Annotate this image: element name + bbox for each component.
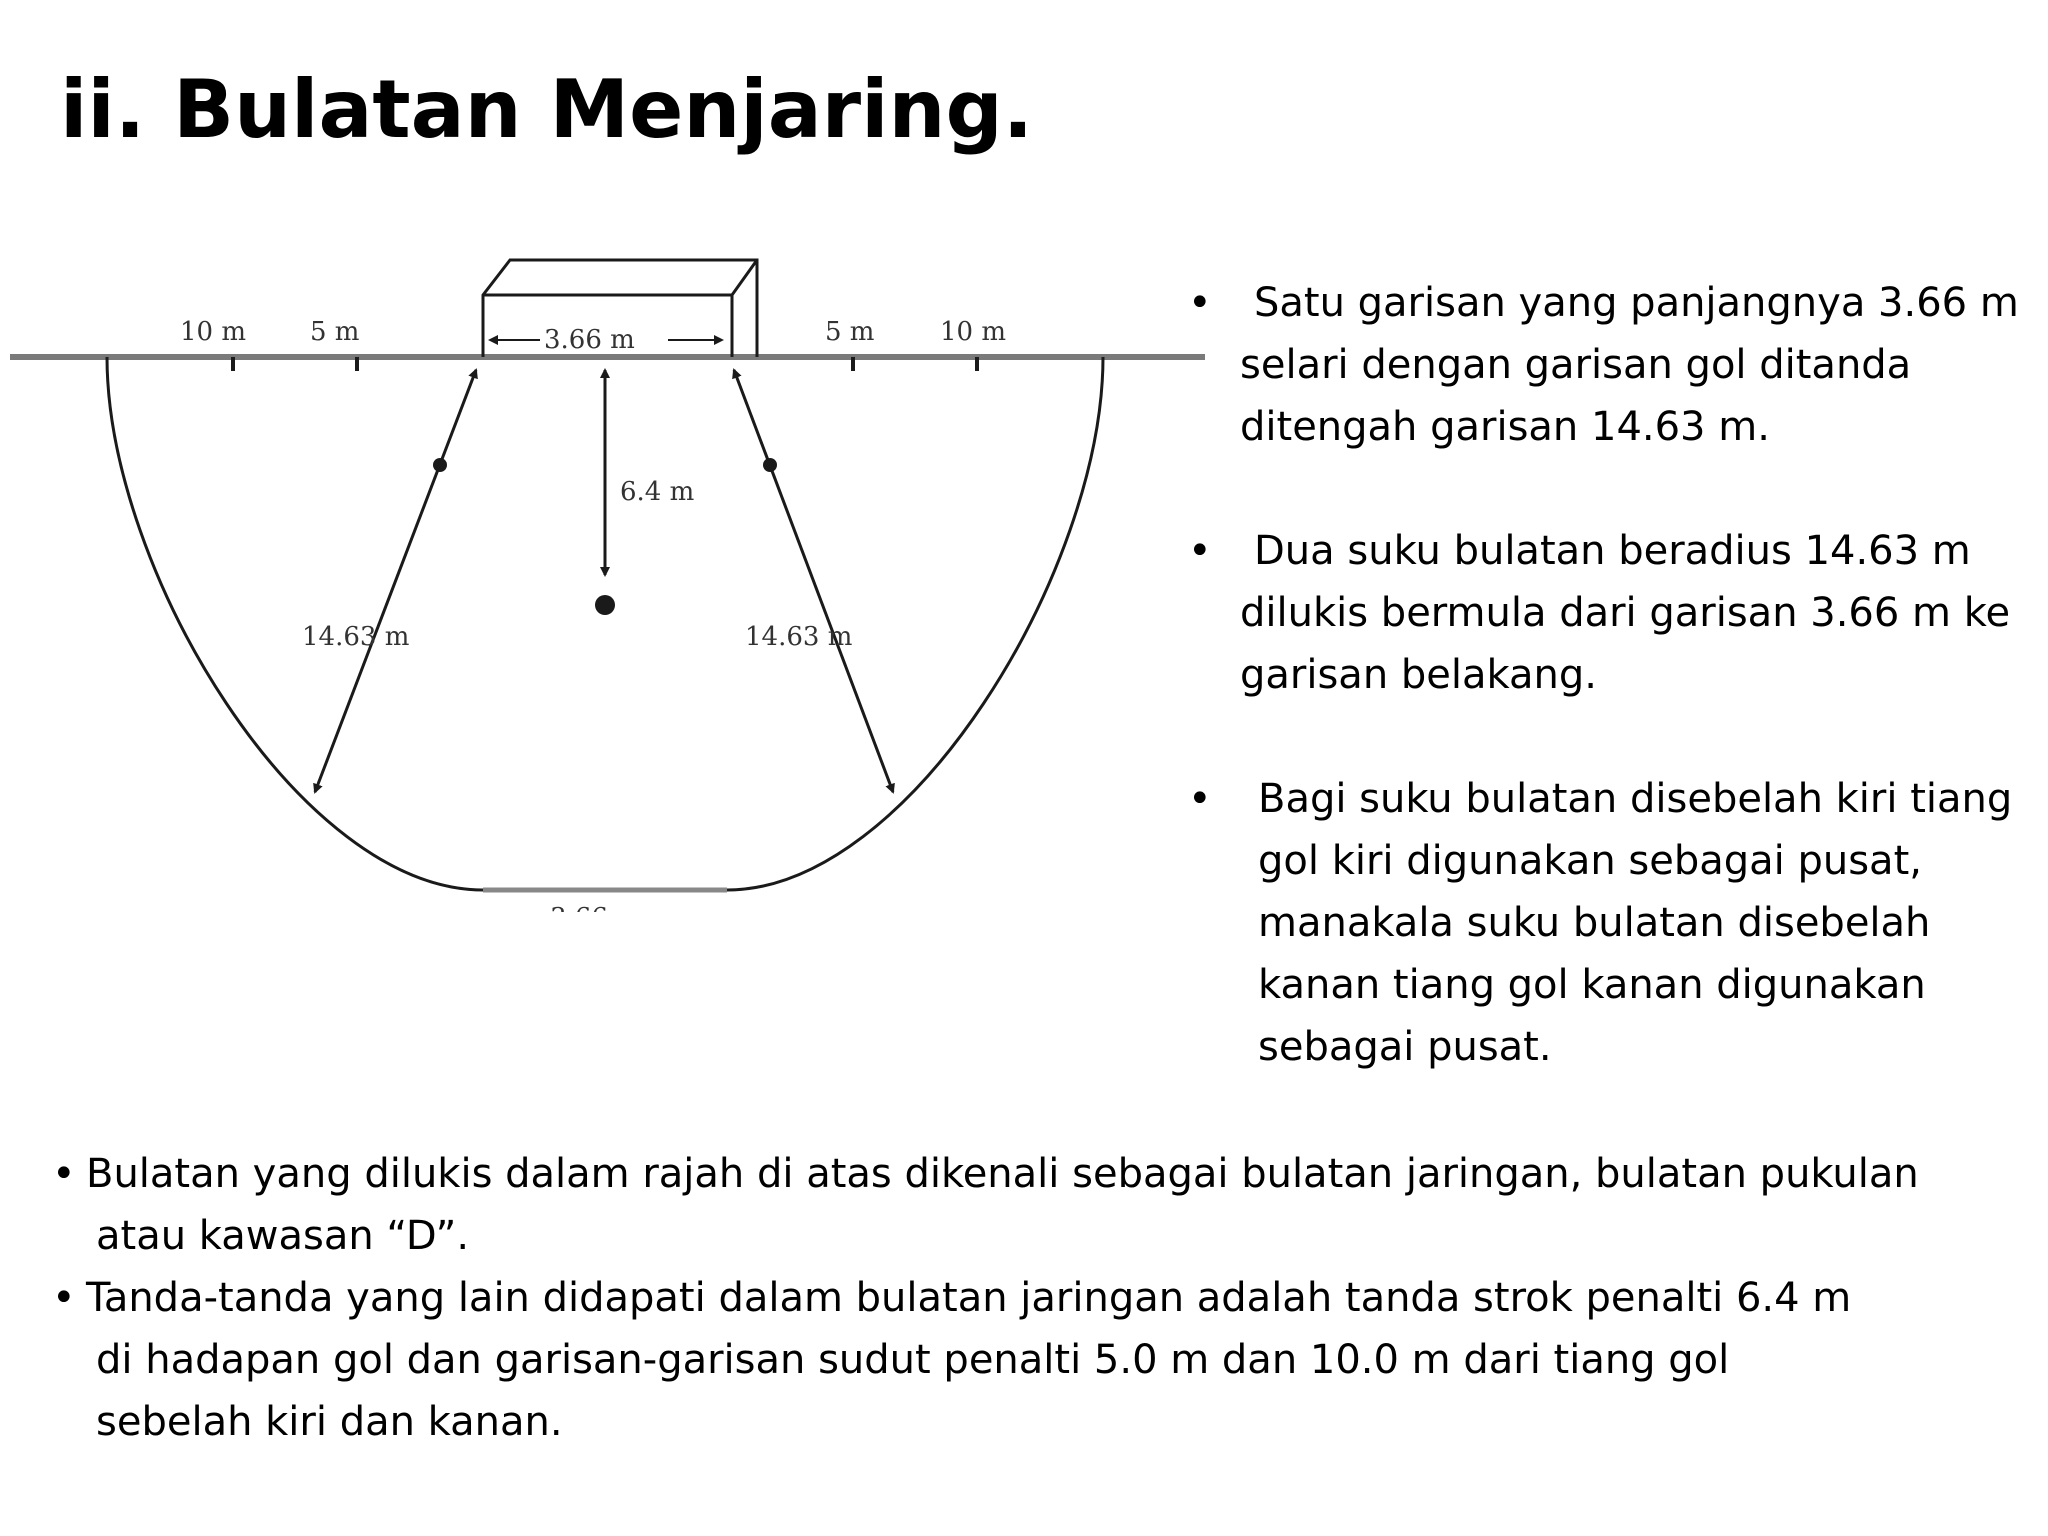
- bullet-line: Bagi suku bulatan disebelah kiri tiang: [1258, 776, 2013, 822]
- shooting-circle-diagram: [0, 240, 1210, 940]
- bullet-icon: •: [1188, 528, 1212, 574]
- label-left-5m: 5 m: [310, 317, 360, 347]
- left-radius-marker: [433, 458, 447, 472]
- label-penalty-distance: 6.4 m: [620, 477, 695, 507]
- slide-title: ii. Bulatan Menjaring.: [60, 63, 1034, 156]
- right-bullet-2: [1180, 520, 2040, 706]
- bullet-line: sebelah kiri dan kanan.: [96, 1399, 563, 1445]
- bullet-line: kanan tiang gol kanan digunakan: [1258, 962, 1926, 1008]
- bottom-bullet-1: [48, 1143, 2038, 1267]
- right-radius-marker: [763, 458, 777, 472]
- bullet-line: atau kawasan “D”.: [96, 1213, 470, 1259]
- label-left-10m: 10 m: [180, 317, 247, 347]
- bullet-icon: •: [52, 1275, 76, 1321]
- bullet-line: Bulatan yang dilukis dalam rajah di atas dikenali sebagai bulatan jaringan, bulatan pukulan: [86, 1151, 1919, 1197]
- bullet-line: manakala suku bulatan disebelah: [1258, 900, 1931, 946]
- bullet-line: Satu garisan yang panjangnya 3.66 m: [1254, 280, 2019, 326]
- right-bullet-3: [1180, 768, 2040, 1078]
- bottom-bullet-list: [48, 1143, 2038, 1453]
- left-radius-arrow: [315, 370, 476, 792]
- bullet-icon: •: [1188, 280, 1212, 326]
- right-bullet-1: [1180, 272, 2040, 458]
- label-right-radius: 14.63 m: [745, 622, 853, 652]
- bullet-line: di hadapan gol dan garisan-garisan sudut penalti 5.0 m dan 10.0 m dari tiang gol: [96, 1337, 1730, 1383]
- label-left-radius: 14.63 m: [302, 622, 410, 652]
- bullet-line: ditengah garisan 14.63 m.: [1240, 404, 1770, 450]
- bullet-icon: •: [1188, 776, 1212, 822]
- label-right-5m: 5 m: [825, 317, 875, 347]
- bullet-line: garisan belakang.: [1240, 652, 1597, 698]
- bottom-bullet-2: [48, 1267, 2038, 1453]
- bullet-icon: •: [52, 1151, 76, 1197]
- bullet-line: sebagai pusat.: [1258, 1024, 1552, 1070]
- bullet-line: selari dengan garisan gol ditanda: [1240, 342, 1912, 388]
- right-radius-arrow: [734, 370, 893, 792]
- penalty-spot: [595, 595, 615, 615]
- bullet-line: gol kiri digunakan sebagai pusat,: [1258, 838, 1922, 884]
- bullet-line: Tanda-tanda yang lain didapati dalam bulatan jaringan adalah tanda strok penalti 6.4 m: [86, 1275, 1852, 1321]
- bullet-line: dilukis bermula dari garisan 3.66 m ke: [1240, 590, 2011, 636]
- label-goal-width: 3.66 m: [544, 325, 635, 355]
- bullet-line: Dua suku bulatan beradius 14.63 m: [1254, 528, 1971, 574]
- label-right-10m: 10 m: [940, 317, 1007, 347]
- right-bullet-list: [1180, 272, 2040, 1078]
